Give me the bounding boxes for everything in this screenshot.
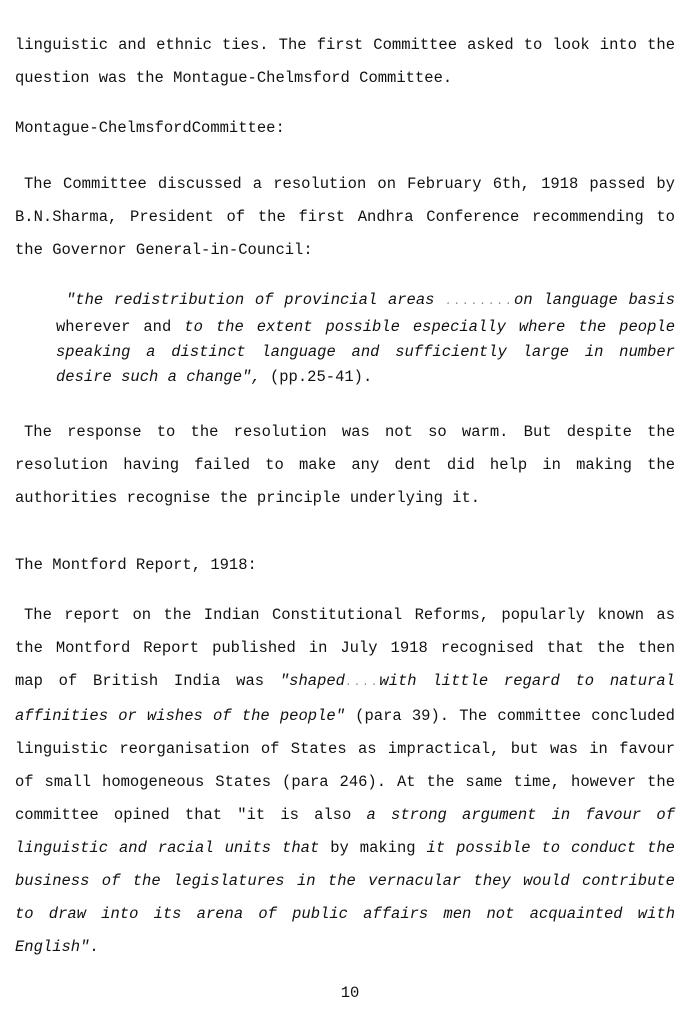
paragraph-resolution (15, 168, 675, 267)
block-quote (56, 288, 675, 390)
montford-ellipsis: .... (344, 677, 380, 689)
paragraph-resolution-text: The Committee discussed a resolution on February 6th, 1918 passed by B.N.Sharma, President of the first Andhra Conference recommending to the Governor General-in-Council: (15, 175, 675, 259)
montford-quote-3: a strong argument in favour of linguistic and racial units that (15, 806, 675, 857)
montford-text-a: The report on the Indian Constitutional Reforms, popularly known as the Montford Report published in July 1918 recognised that the then map of British India was (15, 606, 675, 690)
quote-open: "the redistribution of provincial areas (66, 291, 435, 309)
quote-citation: (pp.25-41). (269, 368, 373, 386)
quote-ellipsis: ........ (445, 296, 515, 308)
quote-plain-words: wherever and (56, 318, 172, 336)
montford-quote-4: it possible to conduct the business of the legislatures in the vernacular they would contribute to draw into its arena of public affairs men not acquainted with English" (15, 839, 675, 956)
montford-final-period: . (89, 938, 99, 956)
quote-mid: on language basis (514, 291, 675, 309)
paragraph-response-text: The response to the resolution was not so warm. But despite the resolution having failed to make any dent did help in making the authorities recognise the principle underlying it. (15, 423, 675, 507)
montford-text-b: (para 39). The committee concluded linguistic reorganisation of States as impractical, but was in favour of small homogeneous States (para 246). At the same time, however the committee opined that "it is also (15, 707, 675, 824)
montford-text-making: making (359, 839, 416, 857)
paragraph-montford (15, 599, 675, 964)
montford-text-by: by (330, 839, 349, 857)
montford-quote-2: with little regard to natural affinities or wishes of the people" (15, 672, 675, 725)
page-number: 10 (340, 984, 360, 1002)
heading-montford-report: The Montford Report, 1918: (15, 556, 257, 574)
quote-rest: to the extent possible especially where the people speaking a distinct language and sufficiently large in number desire such a change", (56, 318, 675, 386)
paragraph-response (15, 416, 675, 515)
montford-quote-1: "shaped (279, 672, 345, 690)
paragraph-intro: linguistic and ethnic ties. The first Committee asked to look into the question was the Montague-Chelmsford Committee. (15, 36, 675, 87)
heading-montague-chelmsford: Montague-ChelmsfordCommittee: (15, 119, 285, 137)
